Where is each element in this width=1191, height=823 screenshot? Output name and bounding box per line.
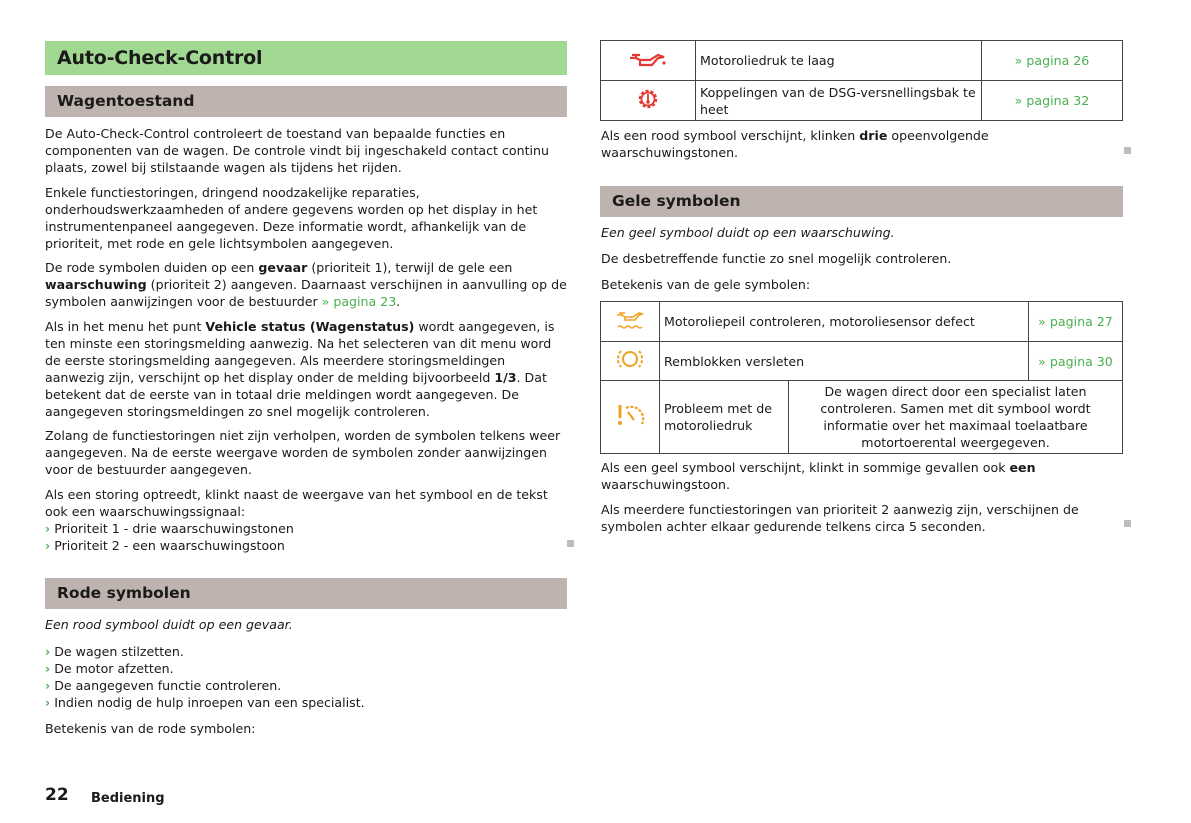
page-number: 22 (45, 785, 69, 805)
paragraph: De desbetreffende functie zo snel mogelijk controleren. (601, 251, 952, 266)
paragraph: Enkele functiestoringen, dringend noodzakelijke reparaties, onderhoudswerkzaamheden of andere gegevens worden op het display in het instrumentenpaneel aangegeven. Deze informatie wordt, afhankelijk van de prioriteit, met rode en gele lichtsymbolen aangegeven. (45, 185, 538, 251)
page-link[interactable]: » pagina 32 (982, 81, 1123, 121)
red-symbols-table (600, 40, 1123, 121)
table-row: Motoroliedruk te laag » pagina 26 (601, 41, 1123, 81)
table-row: Koppelingen van de DSG-versnellingsbak te heet » pagina 32 (601, 81, 1123, 121)
paragraph: De Auto-Check-Control controleert de toestand van bepaalde functies en componenten van de wagen. De controle vindt bij ingeschakeld contact continu plaats, zowel bij stilstaande wagen als tijdens het rijden. (45, 126, 549, 175)
section-end-marker (1124, 520, 1131, 527)
section-heading-rode-symbolen: Rode symbolen (45, 578, 567, 609)
oil-pressure-warning-icon (601, 381, 660, 454)
oil-can-icon (601, 41, 696, 81)
paragraph: Zolang de functiestoringen niet zijn verholpen, worden de symbolen telkens weer aangegeven. Na de eerste weergave worden de symbolen zonder aanwijzingen voor de bestuurder aangegeven. (45, 428, 561, 477)
footer-section: Bediening (91, 791, 165, 806)
paragraph: Als een geel symbool verschijnt, klinkt in sommige gevallen ook een waarschuwingstoon. (601, 460, 1036, 492)
paragraph: Als in het menu het punt Vehicle status (Wagenstatus) wordt aangegeven, is ten minste een storingsmelding aanwezig. Na het selecteren van dit menu word de eerste storingsmelding aangegeven. Als meerdere storingsmeldingen aanwezig zijn, verschijnt op het display onder de melding bijvoorbeeld 1/3. Dat betekent dat de eerste van in totaal drie meldingen wordt aangegeven. De aangegeven storingsmeldingen zo snel mogelijk controleren. (45, 319, 555, 419)
list-item: › Prioriteit 1 - drie waarschuwingstonen (45, 521, 294, 536)
page-link[interactable]: » pagina 23 (321, 294, 397, 309)
bullet-list (45, 643, 365, 711)
paragraph: De rode symbolen duiden op een gevaar (prioriteit 1), terwijl de gele een waarschuwing (prioriteit 2) aangeven. Daarnaast verschijnen in aanvulling op de symbolen aanwijzingen voor de bestuurder » pagina 23. (45, 260, 567, 309)
paragraph: Als een rood symbool verschijnt, klinken drie opeenvolgende waarschuwingstonen. (601, 128, 989, 160)
paragraph: Een rood symbool duidt op een gevaar. (45, 617, 293, 632)
section-heading-gele-symbolen: Gele symbolen (600, 186, 1123, 217)
paragraph: Een geel symbool duidt op een waarschuwing. (601, 225, 895, 240)
page-title: Auto-Check-Control (45, 41, 567, 75)
table-row: Remblokken versleten » pagina 30 (601, 342, 1123, 381)
oil-level-icon (601, 302, 660, 342)
paragraph: Betekenis van de gele symbolen: (601, 277, 811, 292)
paragraph: Betekenis van de rode symbolen: (45, 721, 256, 736)
page-link[interactable]: » pagina 26 (982, 41, 1123, 81)
list-item: › Indien nodig de hulp inroepen van een specialist. (45, 695, 365, 710)
section-heading-wagentoestand: Wagentoestand (45, 86, 567, 117)
page-link[interactable]: » pagina 27 (1029, 302, 1123, 342)
list-item: › De aangegeven functie controleren. (45, 678, 282, 693)
brake-pads-icon (601, 342, 660, 381)
table-row: Probleem met de motoroliedruk De wagen direct door een specialist laten controleren. Samen met dit symbool wordt informatie over het maximaal toelaatbare motortoerental weergegeven. (601, 381, 1123, 454)
gear-thermometer-icon (601, 81, 696, 121)
list-item: › Prioriteit 2 - een waarschuwingstoon (45, 538, 285, 553)
list-item: › De motor afzetten. (45, 661, 174, 676)
table-row: Motoroliepeil controleren, motoroliesensor defect » pagina 27 (601, 302, 1123, 342)
paragraph: Als meerdere functiestoringen van prioriteit 2 aanwezig zijn, verschijnen de symbolen achter elkaar gedurende telkens circa 5 seconden. (601, 502, 1079, 534)
list-item: › De wagen stilzetten. (45, 644, 184, 659)
page-link[interactable]: » pagina 30 (1029, 342, 1123, 381)
yellow-symbols-table (600, 301, 1123, 454)
section-end-marker (567, 540, 574, 547)
section-end-marker (1124, 147, 1131, 154)
paragraph: Als een storing optreedt, klinkt naast de weergave van het symbool en de tekst ook een waarschuwingssignaal: › Prioriteit 1 - drie waarschuwingstonen › Prioriteit 2 - een waarschuwingstoon (45, 487, 548, 553)
